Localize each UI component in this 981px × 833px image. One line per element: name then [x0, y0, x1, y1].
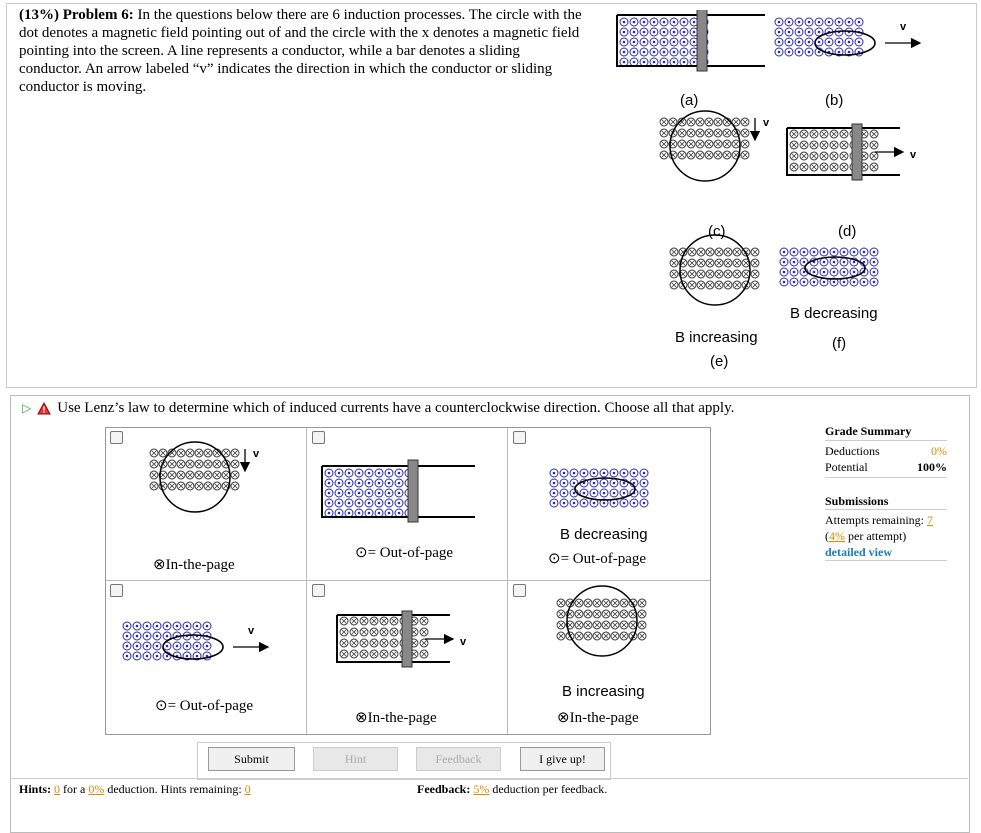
detailed-view-link[interactable]: detailed view [825, 544, 947, 561]
option-field-3: ⊙= Out-of-page [548, 551, 647, 567]
option-diagram-3 [550, 469, 648, 507]
figure-f [780, 248, 878, 286]
caption-e: B increasing [675, 329, 758, 346]
option-field-4: ⊙= Out-of-page [155, 698, 254, 714]
submit-button[interactable]: Submit [208, 747, 295, 771]
option-diagram-5 [337, 611, 467, 667]
grade-summary: Grade Summary Deductions 0% Potential 100% Submissions Attempts remaining: 7 (4% per attempt) detailed view [825, 424, 947, 559]
problem-text: In the questions below there are 6 induction processes. The circle with the dot denotes a magnetic field pointing out of and the circle with the x denotes a magnetic field pointing into the screen. A line represents a conductor, while a bar denotes a sliding conductor. An arrow labeled “v” indicates the direction in which the conductor or sliding conductor is moving. [19, 7, 582, 95]
option-field-1: ⊗In-the-page [153, 557, 235, 573]
option-diagram-4 [123, 622, 268, 660]
in-page-icon: ⊗ [355, 710, 368, 726]
label-e: (e) [710, 353, 729, 370]
figure-e [670, 235, 759, 305]
deductions-value: 0% [931, 444, 947, 458]
induction-figure [600, 10, 970, 380]
caption-f: B decreasing [790, 305, 878, 322]
give-up-button[interactable]: I give up! [520, 747, 605, 771]
label-b: (b) [825, 92, 844, 109]
footer-divider [10, 778, 968, 779]
option-field-5: ⊗In-the-page [355, 710, 437, 726]
option-field-2: ⊙= Out-of-page [355, 545, 454, 561]
grade-title: Grade Summary [825, 424, 947, 441]
feedback-button[interactable]: Feedback [416, 747, 501, 771]
out-page-icon: ⊙ [355, 545, 368, 561]
attempts-remaining: 7 [926, 513, 933, 527]
option-diagram-6 [557, 586, 646, 656]
per-attempt-pct: 4% [829, 529, 845, 543]
figure-b [775, 18, 920, 56]
out-page-icon: ⊙ [155, 698, 168, 714]
warning-icon [37, 402, 51, 415]
hints-count: 0 [54, 782, 61, 796]
figure-a [617, 10, 765, 71]
option-diagram-1 [150, 442, 260, 512]
svg-text:v: v [763, 117, 770, 129]
svg-text:v: v [253, 448, 260, 460]
problem-statement [19, 6, 585, 96]
svg-text:v: v [248, 625, 255, 637]
in-page-icon: ⊗ [557, 710, 570, 726]
question-header [22, 400, 734, 417]
hints-line: Hints: 0 for a 0% deduction. Hints remaining: 0 [19, 782, 251, 796]
hint-button[interactable]: Hint [313, 747, 398, 771]
option-diagram-2 [322, 460, 475, 522]
submissions-title: Submissions [825, 494, 947, 510]
option-field-6: ⊗In-the-page [557, 710, 639, 726]
feedback-pct: 5% [473, 782, 490, 796]
question-text: Use Lenz’s law to determine which of induced currents have a counterclockwise direction. Choose all that apply. [57, 400, 735, 416]
figure-d [787, 124, 917, 180]
figure-c [660, 111, 770, 181]
out-page-icon: ⊙ [548, 551, 561, 567]
svg-text:v: v [900, 21, 907, 33]
hints-pct: 0% [88, 782, 105, 796]
label-c: (c) [708, 223, 726, 240]
hints-remaining: 0 [244, 782, 251, 796]
in-page-icon: ⊗ [153, 557, 166, 573]
label-d: (d) [838, 223, 857, 240]
option-caption-3: B decreasing [560, 526, 648, 543]
label-a: (a) [680, 92, 699, 109]
expand-triangle-icon[interactable]: ▷ [22, 401, 32, 415]
label-f: (f) [832, 335, 847, 352]
svg-text:v: v [460, 636, 467, 648]
potential-value: 100% [917, 460, 947, 474]
feedback-line: Feedback: 5% deduction per feedback. [417, 782, 608, 796]
option-caption-6: B increasing [562, 683, 645, 700]
problem-label: (13%) Problem 6: [19, 7, 134, 23]
svg-text:v: v [910, 149, 917, 161]
